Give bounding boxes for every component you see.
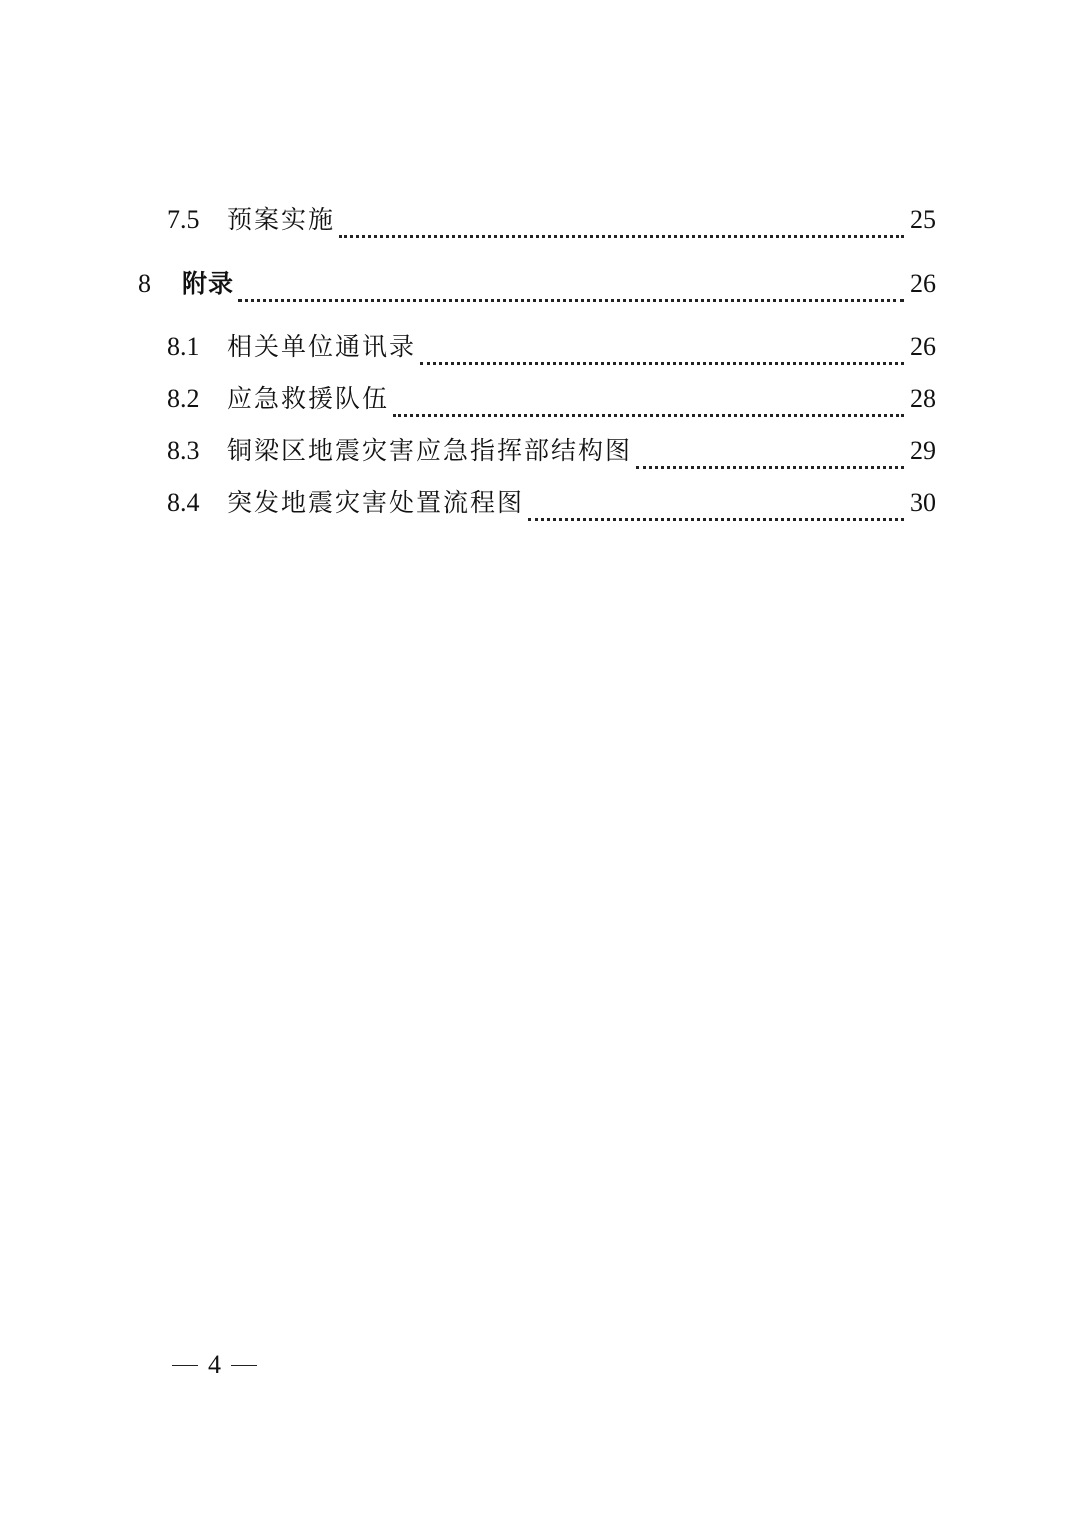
toc-entry-page: 26 <box>910 269 936 298</box>
toc-entry-page: 28 <box>910 384 936 413</box>
toc-entry-8-2[interactable] <box>167 379 936 419</box>
toc-entry-number: 8.4 <box>167 488 200 517</box>
toc-entry-page: 26 <box>910 332 936 361</box>
toc-dot-leader <box>339 215 904 238</box>
toc-entry-title: 预案实施 <box>227 205 336 234</box>
footer-dash-left <box>172 1365 198 1366</box>
toc-entry-number: 8.1 <box>167 332 200 361</box>
footer-dash-right <box>231 1365 257 1366</box>
toc-entry-page: 25 <box>910 205 936 234</box>
toc-entry-page: 29 <box>910 436 936 465</box>
toc-entry-title: 附录 <box>182 269 235 298</box>
toc-dot-leader <box>393 394 904 417</box>
toc-entry-page: 30 <box>910 488 936 517</box>
toc-entry-title: 应急救援队伍 <box>227 384 390 413</box>
toc-entry-number: 8.2 <box>167 384 200 413</box>
toc-entry-8-4[interactable] <box>167 483 936 523</box>
toc-entry-title: 铜梁区地震灾害应急指挥部结构图 <box>227 436 633 465</box>
page-number: 4 <box>208 1350 221 1379</box>
toc-entry-number: 8 <box>138 269 151 298</box>
toc-entry-number: 8.3 <box>167 436 200 465</box>
toc-dot-leader <box>528 498 904 521</box>
toc-entry-8-3[interactable] <box>167 431 936 471</box>
toc-entry-title: 突发地震灾害处置流程图 <box>227 488 525 517</box>
toc-entry-8[interactable] <box>138 264 936 304</box>
toc-entry-number: 7.5 <box>167 205 200 234</box>
toc-entry-7-5[interactable] <box>167 200 936 240</box>
toc-entry-8-1[interactable] <box>167 327 936 367</box>
page-footer <box>172 1350 257 1380</box>
toc-entry-title: 相关单位通讯录 <box>227 332 417 361</box>
toc-dot-leader <box>636 446 904 469</box>
toc-dot-leader <box>420 342 904 365</box>
toc-dot-leader <box>238 279 904 302</box>
